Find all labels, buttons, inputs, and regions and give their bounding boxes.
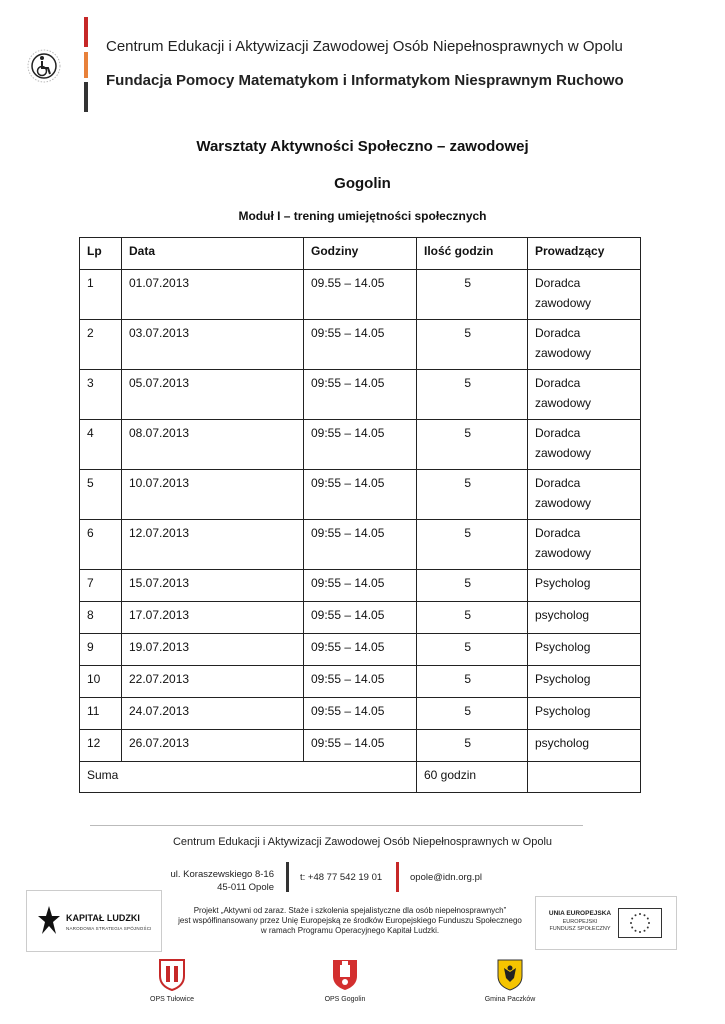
cell-date: 24.07.2013 [122,698,304,730]
project-line1: Projekt „Aktywni od zaraz. Staże i szkolenia spejalistyczne dla osób niepełnosprawnych” [193,906,507,915]
table-row [80,320,641,370]
lead-line1: Doradca [535,276,581,290]
cell-hours: 09:55 – 14.05 [304,698,417,730]
cell-hours: 09:55 – 14.05 [304,470,417,520]
crest-label-gogolin: OPS Gogolin [324,996,366,1003]
eu-flag-icon [618,908,662,938]
project-line2: jest współfinansowany przez Unię Europejską ze środków Europejskiego Funduszu Społecznego [178,916,522,925]
lead-line1: Doradca [535,376,581,390]
address-city: 45-011 Opole [217,882,274,893]
lead-line1: Doradca [535,476,581,490]
table-row [80,520,641,570]
cell-count: 5 [417,730,528,762]
cell-lp: 8 [80,602,122,634]
cell-lp: 9 [80,634,122,666]
table-row [80,602,641,634]
cell-hours: 09:55 – 14.05 [304,634,417,666]
lead-line1: Doradca [535,526,581,540]
project-info [170,906,530,936]
eu-subtitle-line2: FUNDUSZ SPOŁECZNY [549,926,611,932]
table-row [80,698,641,730]
cell-lead [528,420,641,470]
cell-hours: 09:55 – 14.05 [304,730,417,762]
cell-date: 15.07.2013 [122,570,304,602]
sum-value: 60 godzin [417,762,528,793]
table-row [80,666,641,698]
lead-line2: zawodowy [535,446,592,460]
cell-lp: 3 [80,370,122,420]
cell-date: 03.07.2013 [122,320,304,370]
cell-date: 08.07.2013 [122,420,304,470]
table-row [80,730,641,762]
cell-lead: Psycholog [528,634,641,666]
kapital-ludzki-title: KAPITAŁ LUDZKI [66,913,140,923]
table-row [80,370,641,420]
schedule-table [79,237,641,793]
cell-lp: 7 [80,570,122,602]
cell-count: 5 [417,420,528,470]
cell-hours: 09:55 – 14.05 [304,520,417,570]
gogolin-crest-icon [331,958,359,992]
cell-hours: 09:55 – 14.05 [304,420,417,470]
col-header-count: Ilość godzin [417,238,528,270]
cell-hours: 09:55 – 14.05 [304,666,417,698]
cell-date: 05.07.2013 [122,370,304,420]
col-header-date: Data [122,238,304,270]
footer-address [150,868,274,894]
table-row [80,470,641,520]
address-street: ul. Koraszewskiego 8-16 [170,869,274,880]
footer-bar-red [396,862,399,892]
cell-lead [528,470,641,520]
lead-line2: zawodowy [535,296,592,310]
cell-date: 22.07.2013 [122,666,304,698]
crest-label-paczkow: Gmina Paczków [484,996,536,1003]
footer-org-name: Centrum Edukacji i Aktywizacji Zawodowej Osób Niepełnosprawnych w Opolu [172,836,553,848]
cell-count: 5 [417,634,528,666]
sum-row [80,762,641,793]
lead-line1: Doradca [535,426,581,440]
cell-date: 10.07.2013 [122,470,304,520]
cell-lead [528,520,641,570]
col-header-hours: Godziny [304,238,417,270]
header-bar-orange [84,52,88,78]
cell-date: 26.07.2013 [122,730,304,762]
lead-line2: zawodowy [535,346,592,360]
cell-lead [528,370,641,420]
cell-count: 5 [417,666,528,698]
cell-lp: 10 [80,666,122,698]
sum-empty-cell [528,762,641,793]
module-title: Moduł I – trening umiejętności społecznych [238,209,487,223]
col-header-lead: Prowadzący [528,238,641,270]
cell-count: 5 [417,698,528,730]
table-row [80,270,641,320]
cell-hours: 09:55 – 14.05 [304,570,417,602]
header-org-name: Centrum Edukacji i Aktywizacji Zawodowej Osób Niepełnosprawnych w Opolu [106,38,623,55]
cell-count: 5 [417,602,528,634]
lead-line2: zawodowy [535,396,592,410]
cell-lp: 1 [80,270,122,320]
table-row [80,420,641,470]
wheelchair-icon [26,48,62,84]
cell-count: 5 [417,470,528,520]
cell-lead: psycholog [528,602,641,634]
kapital-ludzki-subtitle: NARODOWA STRATEGIA SPÓJNOŚCI [66,926,152,931]
footer-bar-dark [286,862,289,892]
table-row [80,570,641,602]
col-header-lp: Lp [80,238,122,270]
cell-lp: 6 [80,520,122,570]
footer-phone: t: +48 77 542 19 01 [300,872,383,883]
cell-count: 5 [417,270,528,320]
cell-lp: 12 [80,730,122,762]
cell-hours: 09:55 – 14.05 [304,320,417,370]
document-city: Gogolin [334,175,391,192]
kapital-ludzki-icon [36,904,62,938]
cell-lead: Psycholog [528,666,641,698]
eu-subtitle-line1: EUROPEJSKI [562,919,598,925]
cell-date: 17.07.2013 [122,602,304,634]
cell-date: 01.07.2013 [122,270,304,320]
lead-line1: Doradca [535,326,581,340]
project-line3: w ramach Programu Operacyjnego Kapitał Ludzki. [260,926,440,935]
footer-email: opole@idn.org.pl [410,872,482,883]
header-bar-red [84,17,88,47]
cell-count: 5 [417,520,528,570]
cell-lead [528,320,641,370]
cell-lead [528,270,641,320]
footer-divider [90,825,583,826]
crest-label-tulowice: OPS Tułowice [150,996,194,1003]
cell-lead: psycholog [528,730,641,762]
document-title: Warsztaty Aktywności Społeczno – zawodowej [196,138,529,155]
table-row [80,634,641,666]
cell-date: 12.07.2013 [122,520,304,570]
cell-lp: 4 [80,420,122,470]
tulowice-crest-icon [158,958,186,992]
cell-lead: Psycholog [528,570,641,602]
sum-label: Suma [80,762,417,793]
cell-hours: 09:55 – 14.05 [304,370,417,420]
cell-date: 19.07.2013 [122,634,304,666]
cell-lead: Psycholog [528,698,641,730]
cell-count: 5 [417,370,528,420]
cell-lp: 11 [80,698,122,730]
cell-lp: 2 [80,320,122,370]
cell-lp: 5 [80,470,122,520]
lead-line2: zawodowy [535,496,592,510]
header-foundation-name: Fundacja Pomocy Matematykom i Informatykom Niesprawnym Ruchowo [106,72,624,89]
cell-count: 5 [417,570,528,602]
cell-count: 5 [417,320,528,370]
header-bar-dark [84,82,88,112]
table-header-row [80,238,641,270]
cell-hours: 09:55 – 14.05 [304,602,417,634]
cell-hours: 09.55 – 14.05 [304,270,417,320]
paczkow-crest-icon [496,958,524,992]
eu-subtitle [539,919,621,933]
eu-title: UNIA EUROPEJSKA [548,910,612,917]
lead-line2: zawodowy [535,546,592,560]
